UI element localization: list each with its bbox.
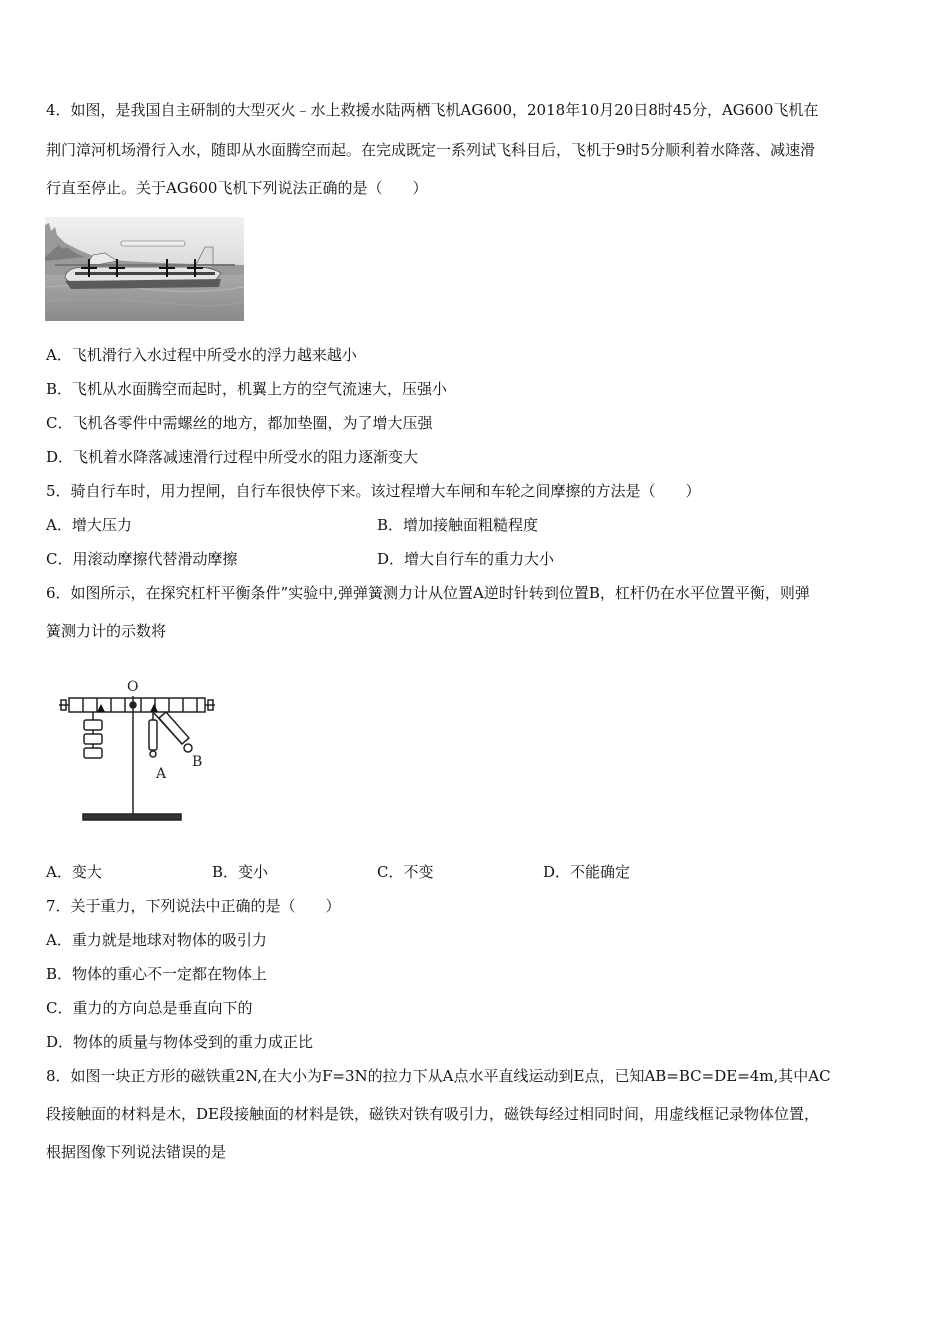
q6-stem-line2: 簧测力计的示数将 (46, 622, 167, 640)
lever-diagram (55, 674, 220, 826)
label-a: A (156, 766, 167, 782)
q6-option-d: D．不能确定 (543, 863, 631, 881)
q7-stem: 7．关于重力，下列说法中正确的是（ ） (46, 897, 341, 915)
q7-option-a: A．重力就是地球对物体的吸引力 (46, 931, 267, 949)
q6-option-c: C．不变 (377, 863, 434, 881)
q4-stem-line2: 荆门漳河机场滑行入水，随即从水面腾空而起。在完成既定一系列试飞科目后，飞机于9时5分顺利着水降落、减速滑 (46, 141, 816, 159)
q7-option-d: D．物体的质量与物体受到的重力成正比 (46, 1033, 314, 1051)
q4-stem-line3: 行直至停止。关于AG600飞机下列说法正确的是（ ） (46, 179, 428, 197)
q5-option-b: B．增加接触面粗糙程度 (377, 516, 539, 534)
q7-option-c: C．重力的方向总是垂直向下的 (46, 999, 253, 1017)
lever-balance-icon (55, 674, 220, 826)
q4-option-d: D．飞机着水降落减速滑行过程中所受水的阻力逐渐变大 (46, 448, 419, 466)
q8-stem-line1: 8．如图一块正方形的磁铁重2N,在大小为F=3N的拉力下从A点水平直线运动到E点，已知AB=BC=DE=4m,其中AC (46, 1067, 831, 1085)
label-b: B (192, 754, 203, 770)
q6-stem-line1: 6．如图所示，在探究杠杆平衡条件”实验中,弹弹簧测力计从位置A逆时针转到位置B，杠杆仍在水平位置平衡，则弹 (46, 584, 810, 602)
seaplane-photo (45, 217, 244, 321)
q5-option-c: C．用滚动摩擦代替滑动摩擦 (46, 550, 238, 568)
q4-stem-line1: 4．如图，是我国自主研制的大型灭火﹣水上救援水陆两栖飞机AG600，2018年10月20日8时45分，AG600飞机在 (46, 101, 819, 119)
label-o: O (127, 679, 139, 695)
q7-option-b: B．物体的重心不一定都在物体上 (46, 965, 268, 983)
q6-option-b: B．变小 (212, 863, 269, 881)
seaplane-image-icon (45, 217, 244, 321)
q4-option-a: A．飞机滑行入水过程中所受水的浮力越来越小 (46, 346, 357, 364)
q4-option-b: B．飞机从水面腾空而起时，机翼上方的空气流速大，压强小 (46, 380, 448, 398)
q6-option-a: A．变大 (46, 863, 102, 881)
q5-stem: 5．骑自行车时，用力捏闸，自行车很快停下来。该过程增大车闸和车轮之间摩擦的方法是（ ） (46, 482, 701, 500)
q8-stem-line3: 根据图像下列说法错误的是 (46, 1143, 227, 1161)
q5-option-d: D．增大自行车的重力大小 (377, 550, 555, 568)
q8-stem-line2: 段接触面的材料是木，DE段接触面的材料是铁，磁铁对铁有吸引力，磁铁每经过相同时间，用虚线框记录物体位置， (46, 1105, 819, 1123)
q4-option-c: C．飞机各零件中需螺丝的地方，都加垫圈，为了增大压强 (46, 414, 433, 432)
q5-option-a: A．增大压力 (46, 516, 132, 534)
